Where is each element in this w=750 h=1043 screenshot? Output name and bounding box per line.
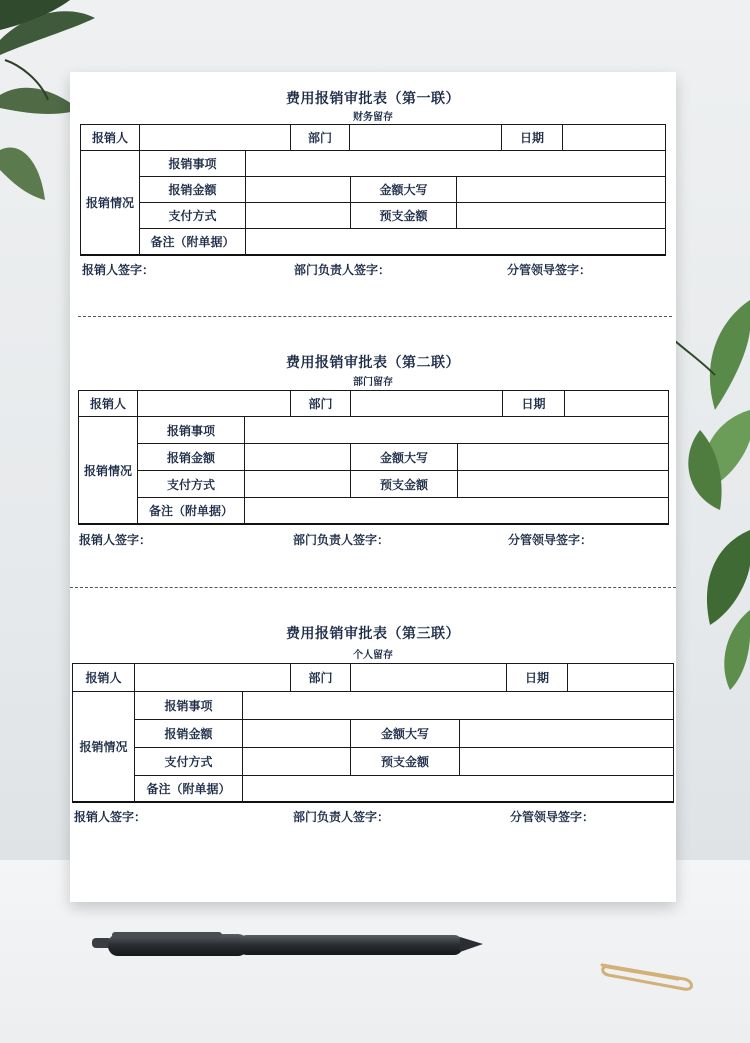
advance-label: 预支金额 <box>350 470 458 498</box>
claimant-signature: 报销人签字： <box>74 810 147 824</box>
department-value[interactable] <box>350 390 503 417</box>
remarks-value[interactable] <box>242 775 674 803</box>
amount-words-label: 金额大写 <box>350 176 457 203</box>
amount-label: 报销金额 <box>139 176 246 203</box>
dept-head-signature: 部门负责人签字： <box>293 533 390 547</box>
amount-value[interactable] <box>245 176 351 203</box>
advance-label: 预支金额 <box>350 747 460 776</box>
date-value[interactable] <box>562 124 666 151</box>
leader-signature: 分管领导签字： <box>510 810 595 824</box>
amount-words-label: 金额大写 <box>350 443 458 471</box>
claimant-signature: 报销人签字： <box>79 533 152 547</box>
payment-method-value[interactable] <box>242 747 351 776</box>
department-value[interactable] <box>350 663 507 692</box>
amount-value[interactable] <box>242 719 351 748</box>
payment-method-value[interactable] <box>244 470 351 498</box>
advance-label: 预支金额 <box>350 202 457 229</box>
amount-label: 报销金额 <box>137 443 245 471</box>
situation-label: 报销情况 <box>72 691 135 803</box>
claimant-value[interactable] <box>139 124 291 151</box>
dept-head-signature: 部门负责人签字： <box>294 263 391 277</box>
remarks-label: 备注（附单据） <box>139 228 246 256</box>
advance-value[interactable] <box>456 202 666 229</box>
pen-illustration <box>88 924 488 964</box>
claimant-label: 报销人 <box>78 390 138 417</box>
remarks-value[interactable] <box>245 228 666 256</box>
payment-method-label: 支付方式 <box>139 202 246 229</box>
department-value[interactable] <box>349 124 502 151</box>
leader-signature: 分管领导签字： <box>508 533 593 547</box>
section-subtitle: 财务留存 <box>353 112 393 123</box>
remarks-label: 备注（附单据） <box>137 497 245 525</box>
advance-value[interactable] <box>457 470 669 498</box>
payment-method-label: 支付方式 <box>137 470 245 498</box>
dept-head-signature: 部门负责人签字： <box>293 810 390 824</box>
claimant-signature: 报销人签字： <box>82 263 155 277</box>
item-value[interactable] <box>242 691 674 720</box>
item-label: 报销事项 <box>139 150 246 177</box>
item-value[interactable] <box>245 150 666 177</box>
claimant-value[interactable] <box>134 663 291 692</box>
section-title: 费用报销审批表（第三联） <box>286 626 460 642</box>
payment-method-value[interactable] <box>245 202 351 229</box>
payment-method-label: 支付方式 <box>134 747 243 776</box>
department-label: 部门 <box>290 124 350 151</box>
item-value[interactable] <box>244 416 669 444</box>
section-subtitle: 个人留存 <box>353 650 393 661</box>
remarks-label: 备注（附单据） <box>134 775 243 803</box>
section-title: 费用报销审批表（第一联） <box>286 91 460 107</box>
item-label: 报销事项 <box>137 416 245 444</box>
date-label: 日期 <box>501 124 563 151</box>
date-value[interactable] <box>567 663 674 692</box>
amount-label: 报销金额 <box>134 719 243 748</box>
amount-words-label: 金额大写 <box>350 719 460 748</box>
claimant-label: 报销人 <box>72 663 135 692</box>
leader-signature: 分管领导签字： <box>507 263 592 277</box>
amount-words-value[interactable] <box>457 443 669 471</box>
cut-line-2 <box>70 587 676 588</box>
section-title: 费用报销审批表（第二联） <box>286 355 460 371</box>
amount-value[interactable] <box>244 443 351 471</box>
claimant-label: 报销人 <box>80 124 140 151</box>
section-subtitle: 部门留存 <box>353 377 393 388</box>
date-label: 日期 <box>506 663 568 692</box>
date-value[interactable] <box>564 390 669 417</box>
paper-clip-illustration <box>594 955 704 995</box>
amount-words-value[interactable] <box>459 719 674 748</box>
claimant-value[interactable] <box>137 390 291 417</box>
situation-label: 报销情况 <box>80 150 140 256</box>
date-label: 日期 <box>502 390 565 417</box>
remarks-value[interactable] <box>244 497 669 525</box>
advance-value[interactable] <box>459 747 674 776</box>
form-sheet <box>70 72 676 902</box>
situation-label: 报销情况 <box>78 416 138 525</box>
cut-line-1 <box>78 316 672 317</box>
department-label: 部门 <box>290 390 351 417</box>
item-label: 报销事项 <box>134 691 243 720</box>
amount-words-value[interactable] <box>456 176 666 203</box>
department-label: 部门 <box>290 663 351 692</box>
